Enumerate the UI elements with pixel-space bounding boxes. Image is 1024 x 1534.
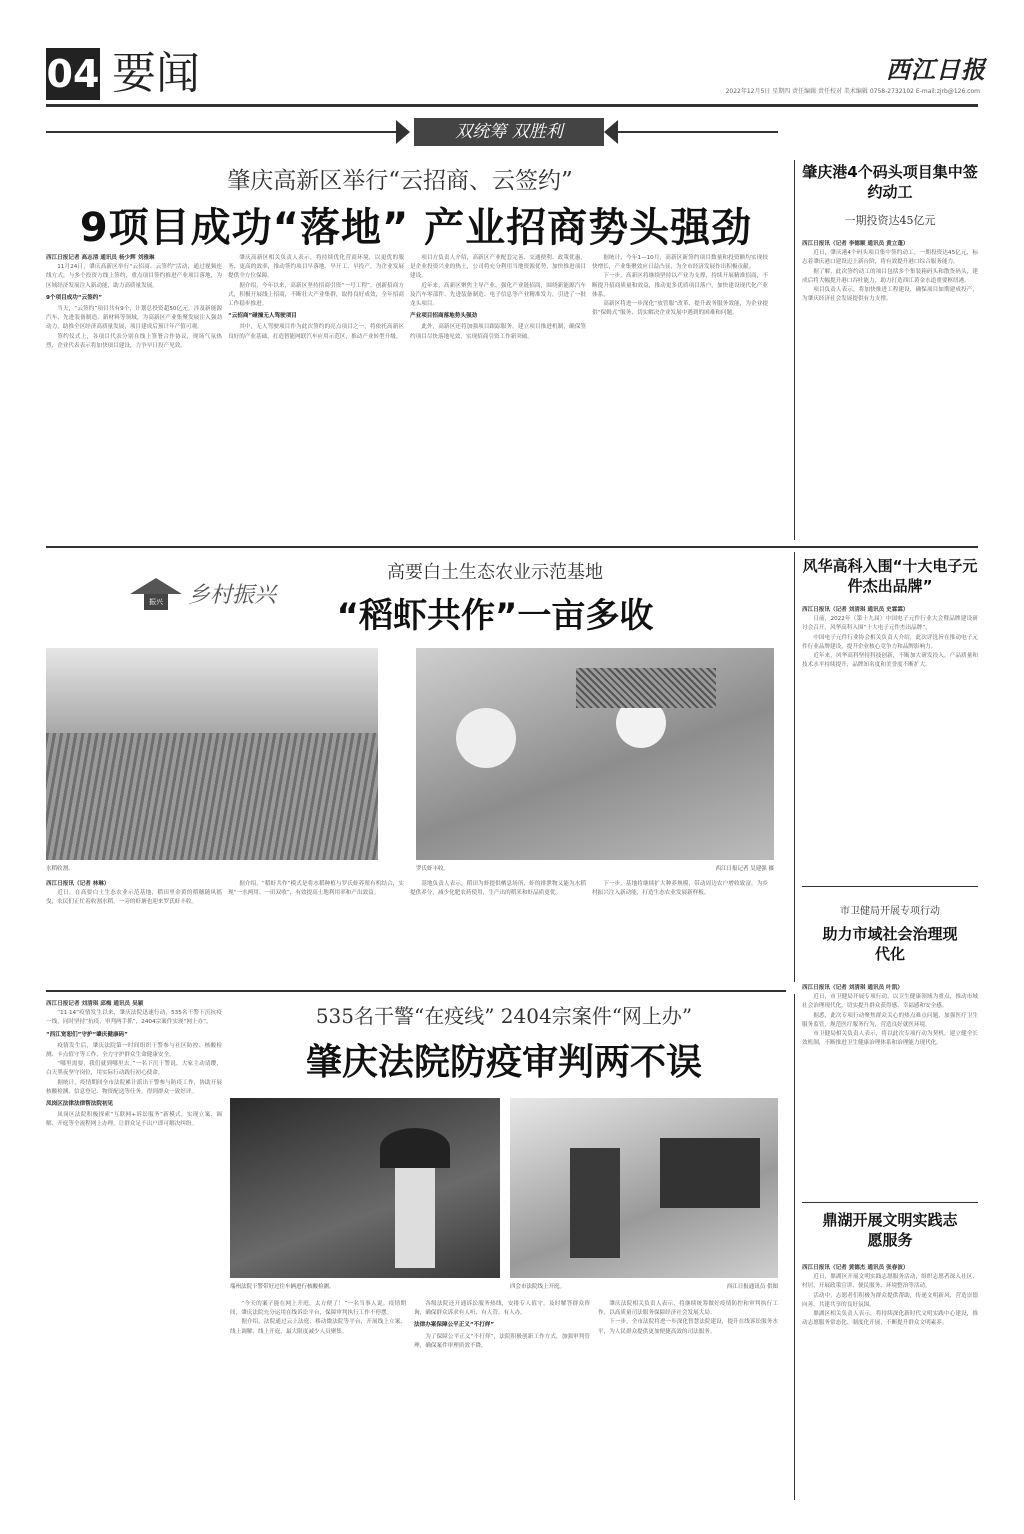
article1-kicker: 肇庆高新区举行“云招商、云签约”	[227, 168, 573, 194]
sidebar1-body: 西江日报讯（记者 李德顺 通讯员 黄立蓬） 近日，肇庆港4个码头项目集中签约动工，一期投资达45亿元，标志着肇庆港口建设迈上新台阶，将有效提升港口综合服务能力。 据了解，此次签约动工的项目包括多个集装箱码头和散货码头，建成后将大幅提升港口吞吐能力，助力打造西江黄金水道重要枢纽港。 项目负责人表示，将加快推进工程建设，确保项目如期建成投产，为肇庆经济社会发展提供有力支撑。	[802, 241, 978, 303]
article2-col-1: 西江日报讯（记者 林琳） 近日，在高要白土生态农业示范基地，稻田里金黄的稻穗随风摇曳，农民们正忙着收割水稻，一旁的虾塘也迎来罗氏虾丰收。	[46, 881, 222, 906]
logo-text: 乡村振兴	[188, 583, 277, 608]
photo-rice-harvest	[46, 648, 378, 860]
sidebar3-rule	[802, 1202, 978, 1203]
article2-col-4: 下一步，基地将继续扩大种养规模，带动周边农户增收致富，为乡村振兴注入新动能，打造生态农业发展新样板。	[592, 881, 768, 897]
section-title: 要闻	[112, 48, 200, 99]
sidebar1-byline: 西江日报讯（记者 李德顺 通讯员 黄立蓬）	[802, 241, 909, 247]
masthead-info: 2022年12月5日 星期四 责任编辑 责任校对 美术编辑 0758-2732102 E-mail:zjrb@126.com	[725, 88, 980, 95]
photo-field	[46, 733, 378, 860]
article3-subhead-2: 法律办案保障公平正义“不打烊”	[414, 1322, 495, 1329]
photo-shrimp-harvest	[416, 648, 774, 860]
sidebar2-rule	[802, 886, 978, 887]
article1-subhead-1: 9个项目成功“云签约”	[46, 294, 102, 301]
page-number-box	[46, 48, 100, 100]
photo-sky	[46, 648, 378, 733]
sidebar2-headline: 风华高科入围“十大电子元件杰出品牌”	[802, 557, 978, 595]
banner-rule-right	[618, 131, 778, 133]
photo-monitor	[660, 1138, 760, 1208]
sidebar4-headline: 鼎湖开展文明实践志愿服务	[822, 1211, 958, 1249]
sidebar3-kicker: 市卫健局开展专项行动	[840, 906, 940, 917]
caption-online-hearing: 四会市法院线上开庭。	[510, 1284, 566, 1290]
article2-byline: 西江日报讯（记者 林琳）	[46, 881, 110, 887]
photo-online-hearing	[510, 1098, 778, 1278]
article3-kicker: 535名干警“在疫线” 2404宗案件“网上办”	[315, 1004, 693, 1028]
house-roof-icon	[130, 578, 182, 594]
banner-rule-left	[46, 131, 396, 133]
article3-col-2: “今天的案子能在网上开庭，太方便了！”一名当事人说。疫情期间，肇庆法院充分运用在线诉讼平台，保障审判执行工作不停摆。 据介绍，法院通过云上法庭、移动微法院等平台，开展线上立案、线上调解、线上开庭，最大限度减少人员聚集。	[230, 1301, 406, 1335]
page-number: 04	[46, 52, 100, 96]
caption-covid-checkpoint: 端州法院干警带好过往车辆进行核酸检测。	[230, 1284, 335, 1290]
sidebar3-body: 西江日报讯（记者 刘清琪 通讯员 叶凯） 近日，市卫健局开展专项行动，以卫生健康领域为重点，推动市域社会治理现代化，切实提升群众获得感、幸福感和安全感。 据悉，此次专项行动聚焦群众关心的热点难点问题，加强医疗卫生服务监管，规范医疗服务行为，营造良好就医环境。 市卫健局相关负责人表示，将以此次专项行动为契机，建立健全长效机制，不断推进卫生健康治理体系和治理能力现代化。	[802, 985, 978, 1047]
article3-byline: 西江日报记者 刘清琪 邱梅 通讯员 吴颖	[46, 1001, 144, 1007]
article1-subhead-3: 产业项目招商落地势头强劲	[410, 313, 478, 320]
sidebar2-body: 西江日报讯（记者 刘清琪 通讯员 史霖霖） 日前，2022年（第十九届）中国电子元件行业大会暨品牌建设研讨会召开，风华高科入围“十大电子元件杰出品牌”。 中国电子元件行业协会相关负责人介绍，此次评选旨在推动电子元件行业品牌建设，提升企业核心竞争力和品牌影响力。 近年来，风华高科坚持科技创新，不断加大研发投入，产品质量和技术水平持续提升，品牌知名度和美誉度不断扩大。	[802, 607, 978, 669]
article3-subhead-1: “西江宽恕们”守护“肇庆健康码”	[46, 1031, 128, 1038]
sidebar-divider-1	[794, 160, 795, 540]
article1-byline: 西江日报记者 高志清 通讯员 杨少辉 刘雅琳	[46, 255, 155, 261]
sidebar4-byline: 西江日报讯（记者 黄德杰 通讯员 张春波）	[802, 1265, 909, 1271]
article3-col-left: 西江日报记者 刘清琪 邱梅 通讯员 吴颖 “11·14”疫情发生以来，肇庆法院迅速行动，535名干警下沉抗疫一线，同时坚持“抗疫、审判两手抓”，2404宗案件实现“网上办”。 “西江宽恕们”守护“肇庆健康码” 疫情发生后，肇庆法院第一时间组织干警参与社区防控、核酸检测、卡点值守等工作，全力守护群众生命健康安全。 “哪里需要，我们就到哪里去。”一名下沉干警说，大家主动请缨，白天黑夜坚守岗位，用实际行动践行初心使命。 据统计，疫情期间全市法院累计派出干警参与防疫工作，协助开展核酸检测、信息登记、物资配送等任务，得到群众一致好评。 凤岗区法律法律帮法院初见 凤岗区法院积极探索“互联网+诉讼服务”新模式，实现立案、调解、开庭等全流程网上办理，让群众足不出户即可解决纠纷。	[46, 1001, 222, 1128]
sidebar4-body: 西江日报讯（记者 黄德杰 通讯员 张春波） 近日，鼎湖区开展文明实践志愿服务活动，组织志愿者深入社区、村居，开展政策宣讲、便民服务、环境整治等活动。 活动中，志愿者们积极为群众提供帮助，传递文明新风，营造崇德向善、共建共享的良好氛围。 鼎湖区相关负责人表示，将持续深化新时代文明实践中心建设，推动志愿服务常态化、制度化开展，不断提升群众文明素养。	[802, 1265, 978, 1327]
article2-photo-credit: 西江日报记者 吴建强 摄	[715, 866, 774, 872]
caption-rice-harvest: 水稻收割。	[46, 866, 74, 872]
photo-judge	[570, 1148, 620, 1258]
photo-shrimp	[576, 668, 716, 708]
article1-col-3: 项目方负责人介绍，高新区产业配套完善、交通便利、政策优惠，是企业投资兴业的热土，公司将充分利用当地资源优势，加快推进项目建设。 近年来，高新区聚焦主导产业，强化产业链招商，围绕新能源汽车及汽车零部件、先进装备制造、电子信息等产业精准发力，引进了一批龙头项目。 产业项目招商落地势头强劲 此外，高新区还将加强项目跟踪服务，建立项目推进机制，确保签约项目尽快落地见效，实现招商引资工作新突破。	[410, 255, 586, 340]
logo-badge: 振兴	[144, 594, 168, 610]
article2-col-2: 据介绍，“稻虾共作”模式是将水稻种植与罗氏虾养殖有机结合，实现“一水两用、一田双收”，有效提高土地利用率和产出效益。	[228, 881, 404, 897]
sidebar1-headline: 肇庆港4个码头项目集中签约动工	[802, 163, 978, 201]
section-rule-1	[46, 546, 978, 548]
sidebar-divider-2	[794, 552, 795, 982]
article3-photo-credit: 西江日报通讯员 供图	[726, 1284, 778, 1290]
article3-headline: 肇庆法院防疫审判两不误	[305, 1042, 702, 1083]
sidebar2-byline: 西江日报讯（记者 刘清琪 通讯员 史霖霖）	[802, 607, 909, 613]
sidebar1-subhead: 一期投资达45亿元	[844, 214, 936, 227]
photo-umbrella	[380, 1128, 450, 1168]
masthead-rule	[46, 104, 978, 107]
article3-col-4: 肇庆法院相关负责人表示，将继续统筹做好疫情防控和审判执行工作，以高质量司法服务保障经济社会发展大局。 下一步，全市法院将进一步深化智慧法院建设，提升在线诉讼服务水平，为人民群众提供更加便捷高效的司法服务。	[598, 1301, 778, 1335]
banner-text: 双统筹 双胜利	[455, 122, 563, 142]
photo-basin	[456, 708, 516, 768]
article3-subhead-3: 凤岗区法律法律帮法院初见	[46, 1101, 114, 1108]
article3-col-3: 各级法院还开通诉讼服务热线，安排专人值守，及时解答群众咨询，确保群众诉求有人听、有人管、有人办。 法律办案保障公平正义“不打烊” 为了保障公平正义“不打烊”，法院积极创新工作方式，加强审判管理，确保案件审理质效不降。	[414, 1301, 590, 1349]
banner-arrow-right	[604, 120, 618, 144]
rural-revitalization-logo	[130, 574, 290, 614]
article2-col-3: 基地负责人表示，稻田为虾提供栖息场所，虾的排泄物又能为水稻提供养分，减少化肥农药使用，生产出的稻米和虾品质更优。	[410, 881, 586, 897]
photo-covid-checkpoint	[230, 1098, 500, 1278]
paper-name-logo: 西江日报	[886, 55, 986, 84]
sidebar3-byline: 西江日报讯（记者 刘清琪 通讯员 叶凯）	[802, 985, 903, 991]
article1-headline: 9项目成功“落地” 产业招商势头强劲	[79, 205, 753, 251]
article2-headline: “稻虾共作”一亩多收	[336, 596, 654, 636]
sidebar-divider-3	[794, 994, 795, 1500]
article1-col-2: 肇庆高新区相关负责人表示，将持续优化营商环境，以更优的服务、更高的效率，推动签约项目早落地、早开工、早投产，为企业发展提供全方位保障。 据介绍，今年以来，高新区坚持招商引资“一号工程”，创新招商方式，积极开展线上招商，不断壮大产业集群，取得良好成效，全年招商工作稳步推进。 “云招商”碰撞无人驾驶项目 其中，无人驾驶项目作为此次签约的亮点项目之一，将依托高新区良好的产业基础，打造智能网联汽车应用示范区，推动产业转型升级。	[228, 255, 404, 340]
article1-subhead-2: “云招商”碰撞无人驾驶项目	[228, 313, 297, 320]
banner-box	[414, 118, 604, 146]
sidebar3-headline: 助力市域社会治理现代化	[822, 925, 958, 963]
article2-kicker: 高要白土生态农业示范基地	[387, 562, 603, 583]
photo-protective-suit	[395, 1168, 435, 1268]
article1-col-1: 西江日报记者 高志清 通讯员 杨少辉 刘雅琳 11月24日，肇庆高新区举行“云招商、云签约”活动，通过视频连线方式，与多个投资方线上签约，重点项目签约推进产业项目落地，为区域经济发展注入新动能，助力高质量发展。 9个项目成功“云签约” 当天，“云签约”项目共有9个，计划总投资超50亿元。涉及新能源汽车、先进装备制造、新材料等领域，为高新区产业集聚发展注入强劲动力，助推全区经济高质量发展，项目建成后预计年产值可观。 签约仪式上，各项目代表分别在线上签署合作协议，现场气氛热烈，企业代表表示将加快项目建设，力争早日投产见效。	[46, 255, 222, 349]
banner-arrow-left	[396, 120, 410, 144]
caption-shrimp-harvest: 罗氏虾丰收。	[416, 866, 450, 872]
article1-col-4: 据统计，今年1—10月，高新区新签约项目数量和投资额均实现较快增长，产业集聚效应日益凸显，为全市经济发展作出积极贡献。 下一步，高新区将继续坚持以产业为支撑，持续开展精准招商，不断提升招商质量和效益，推动更多优质项目落户，加快建设现代化产业体系。 高新区将进一步深化“放管服”改革，提升政务服务效能，为企业提供“保姆式”服务，切实解决企业发展中遇到的困难和问题。	[592, 255, 768, 317]
section-rule-2	[46, 990, 786, 992]
